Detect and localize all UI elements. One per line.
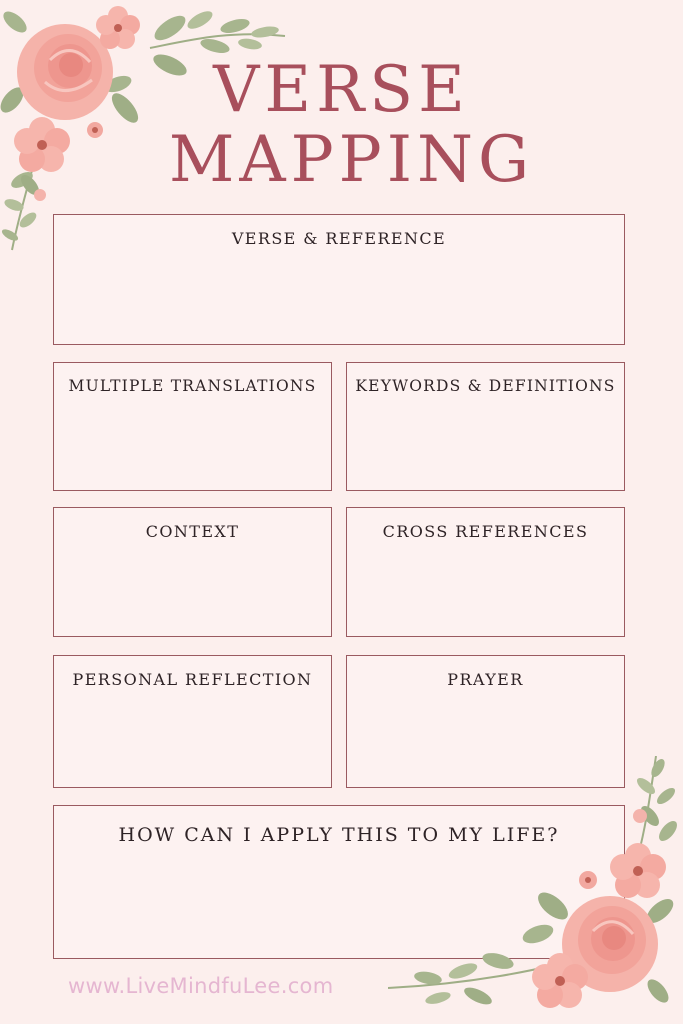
context-box[interactable] — [53, 507, 332, 637]
cross-references-label: CROSS REFERENCES — [382, 522, 589, 541]
apply-to-life-label: HOW CAN I APPLY THIS TO MY LIFE? — [118, 824, 560, 846]
verse-reference-label: VERSE & REFERENCE — [231, 229, 447, 248]
personal-reflection-label: PERSONAL REFLECTION — [72, 670, 313, 689]
page-title-line1: VERSE — [213, 53, 470, 127]
keywords-definitions-label: KEYWORDS & DEFINITIONS — [355, 377, 616, 395]
multiple-translations-label: MULTIPLE TRANSLATIONS — [68, 377, 317, 395]
floral-decoration-bottom-right — [388, 756, 683, 1024]
page-title-line2: MAPPING — [168, 123, 535, 197]
prayer-label: PRAYER — [447, 670, 524, 689]
cross-references-box[interactable] — [346, 507, 625, 637]
multiple-translations-box[interactable] — [53, 362, 332, 491]
verse-reference-box[interactable] — [53, 214, 625, 345]
keywords-definitions-box[interactable] — [346, 362, 625, 491]
context-label: CONTEXT — [145, 522, 240, 541]
website-footer[interactable]: www.LiveMindfuLee.com — [68, 974, 334, 998]
personal-reflection-box[interactable] — [53, 655, 332, 788]
